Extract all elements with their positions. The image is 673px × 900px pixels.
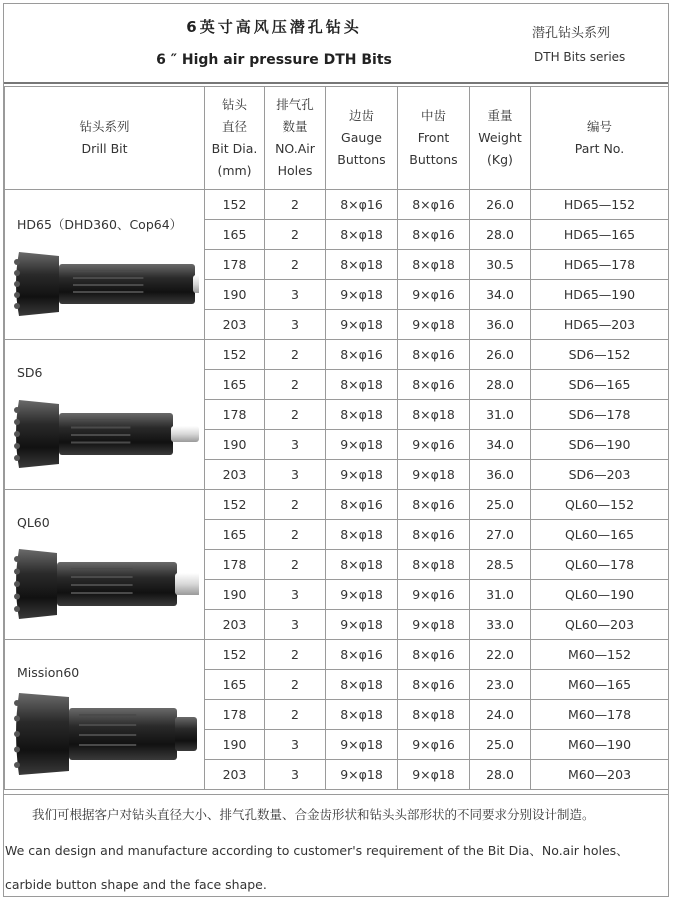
gauge-buttons-cell: 8×φ18 — [326, 520, 398, 550]
air-holes-cell: 2 — [265, 520, 326, 550]
part-no-cell: M60—203 — [531, 760, 669, 790]
bit-dia-cell: 178 — [205, 700, 265, 730]
air-holes-cell: 2 — [265, 550, 326, 580]
bit-dia-cell: 152 — [205, 340, 265, 370]
air-holes-cell: 3 — [265, 580, 326, 610]
front-buttons-cell: 8×φ18 — [398, 700, 470, 730]
bit-dia-cell: 190 — [205, 430, 265, 460]
weight-cell: 36.0 — [470, 310, 531, 340]
air-holes-cell: 2 — [265, 370, 326, 400]
gauge-buttons-cell: 8×φ18 — [326, 220, 398, 250]
weight-cell: 26.0 — [470, 340, 531, 370]
bit-dia-cell: 165 — [205, 370, 265, 400]
front-buttons-cell: 8×φ16 — [398, 190, 470, 220]
front-buttons-cell: 8×φ16 — [398, 520, 470, 550]
front-buttons-cell: 8×φ16 — [398, 370, 470, 400]
bit-dia-cell: 165 — [205, 520, 265, 550]
weight-cell: 30.5 — [470, 250, 531, 280]
header-line: 排气孔 — [276, 97, 314, 112]
part-no-cell: SD6—190 — [531, 430, 669, 460]
header-line: 数量 — [282, 119, 308, 134]
weight-cell: 31.0 — [470, 580, 531, 610]
air-holes-cell: 2 — [265, 640, 326, 670]
air-holes-cell: 2 — [265, 190, 326, 220]
air-holes-cell: 3 — [265, 310, 326, 340]
model-cell — [5, 340, 205, 490]
front-buttons-cell: 9×φ16 — [398, 280, 470, 310]
air-holes-cell: 3 — [265, 610, 326, 640]
front-buttons-cell: 8×φ18 — [398, 400, 470, 430]
bit-dia-cell: 190 — [205, 580, 265, 610]
weight-cell: 26.0 — [470, 190, 531, 220]
part-no-cell: M60—152 — [531, 640, 669, 670]
header-line: Bit Dia. — [211, 141, 258, 156]
header-line: Gauge — [341, 130, 382, 145]
part-no-cell: HD65—178 — [531, 250, 669, 280]
gauge-buttons-cell: 9×φ18 — [326, 430, 398, 460]
header-line: Buttons — [337, 152, 386, 167]
bit-dia-cell: 190 — [205, 730, 265, 760]
bit-dia-cell: 165 — [205, 670, 265, 700]
gauge-buttons-cell: 8×φ18 — [326, 250, 398, 280]
weight-cell: 28.0 — [470, 760, 531, 790]
gauge-buttons-cell: 8×φ16 — [326, 190, 398, 220]
weight-cell: 33.0 — [470, 610, 531, 640]
bit-dia-cell: 203 — [205, 310, 265, 340]
air-holes-cell: 2 — [265, 700, 326, 730]
header-line: 中齿 — [420, 108, 446, 123]
header-line: (Kg) — [487, 152, 513, 167]
gauge-buttons-cell: 9×φ18 — [326, 580, 398, 610]
sd6-drill-bit-photo — [9, 388, 199, 484]
air-holes-cell: 3 — [265, 730, 326, 760]
header-air-holes — [265, 87, 326, 190]
weight-cell: 36.0 — [470, 460, 531, 490]
bit-dia-cell: 203 — [205, 610, 265, 640]
part-no-cell: M60—165 — [531, 670, 669, 700]
front-buttons-cell: 8×φ16 — [398, 220, 470, 250]
part-no-cell: HD65—190 — [531, 280, 669, 310]
gauge-buttons-cell: 9×φ18 — [326, 730, 398, 760]
front-buttons-cell: 8×φ16 — [398, 490, 470, 520]
weight-cell: 31.0 — [470, 400, 531, 430]
air-holes-cell: 2 — [265, 340, 326, 370]
front-buttons-cell: 9×φ16 — [398, 580, 470, 610]
front-buttons-cell: 8×φ16 — [398, 640, 470, 670]
bit-dia-cell: 203 — [205, 760, 265, 790]
header-line: Part No. — [574, 141, 625, 156]
title-english: 6 ″ High air pressure DTH Bits — [156, 52, 392, 68]
note-english-line-2: carbide button shape and the face shape. — [5, 877, 267, 892]
table-header-row — [5, 87, 669, 190]
part-no-cell: SD6—203 — [531, 460, 669, 490]
title-chinese: 6英寸高风压潜孔钻头 — [186, 18, 362, 36]
part-no-cell: QL60—203 — [531, 610, 669, 640]
bit-dia-cell: 152 — [205, 490, 265, 520]
front-buttons-cell: 8×φ18 — [398, 250, 470, 280]
part-no-cell: QL60—190 — [531, 580, 669, 610]
air-holes-cell: 3 — [265, 430, 326, 460]
air-holes-cell: 2 — [265, 400, 326, 430]
header-line: 编号 — [586, 119, 612, 134]
air-holes-cell: 3 — [265, 280, 326, 310]
header-front-buttons — [398, 87, 470, 190]
manufacturing-note — [4, 794, 668, 896]
header-line: 边齿 — [348, 108, 374, 123]
header-bit-dia — [205, 87, 265, 190]
part-no-cell: HD65—152 — [531, 190, 669, 220]
series-label-english: DTH Bits series — [534, 50, 626, 64]
weight-cell: 28.0 — [470, 370, 531, 400]
gauge-buttons-cell: 8×φ18 — [326, 670, 398, 700]
table-row — [5, 340, 669, 370]
bit-dia-cell: 152 — [205, 640, 265, 670]
weight-cell: 34.0 — [470, 430, 531, 460]
front-buttons-cell: 8×φ16 — [398, 670, 470, 700]
bit-dia-cell: 178 — [205, 250, 265, 280]
air-holes-cell: 2 — [265, 220, 326, 250]
part-no-cell: QL60—165 — [531, 520, 669, 550]
header-part-no — [531, 87, 669, 190]
model-name: Mission60 — [17, 665, 80, 680]
hd65-drill-bit-photo — [9, 238, 199, 334]
ql60-drill-bit-photo — [9, 538, 199, 634]
header-gauge-buttons — [326, 87, 398, 190]
header-weight — [470, 87, 531, 190]
weight-cell: 28.5 — [470, 550, 531, 580]
model-cell — [5, 190, 205, 340]
weight-cell: 28.0 — [470, 220, 531, 250]
part-no-cell: QL60—152 — [531, 490, 669, 520]
gauge-buttons-cell: 8×φ16 — [326, 640, 398, 670]
spec-table — [4, 86, 669, 790]
table-row — [5, 640, 669, 670]
gauge-buttons-cell: 9×φ18 — [326, 610, 398, 640]
weight-cell: 23.0 — [470, 670, 531, 700]
gauge-buttons-cell: 8×φ16 — [326, 490, 398, 520]
air-holes-cell: 2 — [265, 250, 326, 280]
header-line: Front — [417, 130, 450, 145]
gauge-buttons-cell: 8×φ18 — [326, 400, 398, 430]
weight-cell: 25.0 — [470, 730, 531, 760]
header-line: Drill Bit — [81, 141, 128, 156]
header-line: NO.Air — [275, 141, 315, 156]
air-holes-cell: 2 — [265, 490, 326, 520]
header-line: 钻头系列 — [79, 119, 130, 134]
weight-cell: 27.0 — [470, 520, 531, 550]
air-holes-cell: 3 — [265, 460, 326, 490]
bit-dia-cell: 203 — [205, 460, 265, 490]
header-line: Holes — [277, 163, 313, 178]
catalog-header — [4, 4, 668, 84]
header-line: Weight — [478, 130, 522, 145]
bit-dia-cell: 178 — [205, 400, 265, 430]
part-no-cell: HD65—165 — [531, 220, 669, 250]
table-row — [5, 190, 669, 220]
bit-dia-cell: 165 — [205, 220, 265, 250]
weight-cell: 24.0 — [470, 700, 531, 730]
front-buttons-cell: 9×φ18 — [398, 610, 470, 640]
model-name: SD6 — [17, 365, 43, 380]
gauge-buttons-cell: 8×φ16 — [326, 340, 398, 370]
front-buttons-cell: 9×φ18 — [398, 310, 470, 340]
part-no-cell: M60—190 — [531, 730, 669, 760]
front-buttons-cell: 9×φ18 — [398, 460, 470, 490]
air-holes-cell: 3 — [265, 760, 326, 790]
front-buttons-cell: 8×φ18 — [398, 550, 470, 580]
bit-dia-cell: 152 — [205, 190, 265, 220]
part-no-cell: SD6—178 — [531, 400, 669, 430]
header-drill-bit — [5, 87, 205, 190]
gauge-buttons-cell: 9×φ18 — [326, 280, 398, 310]
model-cell — [5, 640, 205, 790]
bit-dia-cell: 190 — [205, 280, 265, 310]
front-buttons-cell: 9×φ16 — [398, 430, 470, 460]
part-no-cell: HD65—203 — [531, 310, 669, 340]
part-no-cell: QL60—178 — [531, 550, 669, 580]
gauge-buttons-cell: 8×φ18 — [326, 550, 398, 580]
header-line: 重量 — [487, 108, 513, 123]
weight-cell: 25.0 — [470, 490, 531, 520]
header-line: (mm) — [217, 163, 252, 178]
gauge-buttons-cell: 8×φ18 — [326, 370, 398, 400]
gauge-buttons-cell: 9×φ18 — [326, 310, 398, 340]
header-line: 钻头 — [221, 97, 247, 112]
gauge-buttons-cell: 9×φ18 — [326, 760, 398, 790]
series-label-chinese: 潜孔钻头系列 — [532, 26, 611, 41]
weight-cell: 34.0 — [470, 280, 531, 310]
model-cell — [5, 490, 205, 640]
bit-dia-cell: 178 — [205, 550, 265, 580]
front-buttons-cell: 8×φ16 — [398, 340, 470, 370]
air-holes-cell: 2 — [265, 670, 326, 700]
note-english-line-1: We can design and manufacture according to customer's requirement of the Bit Dia、No.air holes、 — [5, 843, 629, 858]
front-buttons-cell: 9×φ18 — [398, 760, 470, 790]
spec-table-body — [5, 190, 669, 790]
header-line: Buttons — [409, 152, 458, 167]
front-buttons-cell: 9×φ16 — [398, 730, 470, 760]
gauge-buttons-cell: 9×φ18 — [326, 460, 398, 490]
catalog-page — [3, 3, 669, 897]
note-chinese: 我们可根据客户对钻头直径大小、排气孔数量、合金齿形状和钻头头部形状的不同要求分别设计制造。 — [32, 807, 595, 822]
header-line: 直径 — [221, 119, 247, 134]
part-no-cell: M60—178 — [531, 700, 669, 730]
part-no-cell: SD6—152 — [531, 340, 669, 370]
gauge-buttons-cell: 8×φ18 — [326, 700, 398, 730]
part-no-cell: SD6—165 — [531, 370, 669, 400]
table-row — [5, 490, 669, 520]
weight-cell: 22.0 — [470, 640, 531, 670]
mission60-drill-bit-photo — [9, 688, 199, 784]
model-name: HD65（DHD360、Cop64） — [17, 217, 183, 232]
model-name: QL60 — [17, 515, 50, 530]
